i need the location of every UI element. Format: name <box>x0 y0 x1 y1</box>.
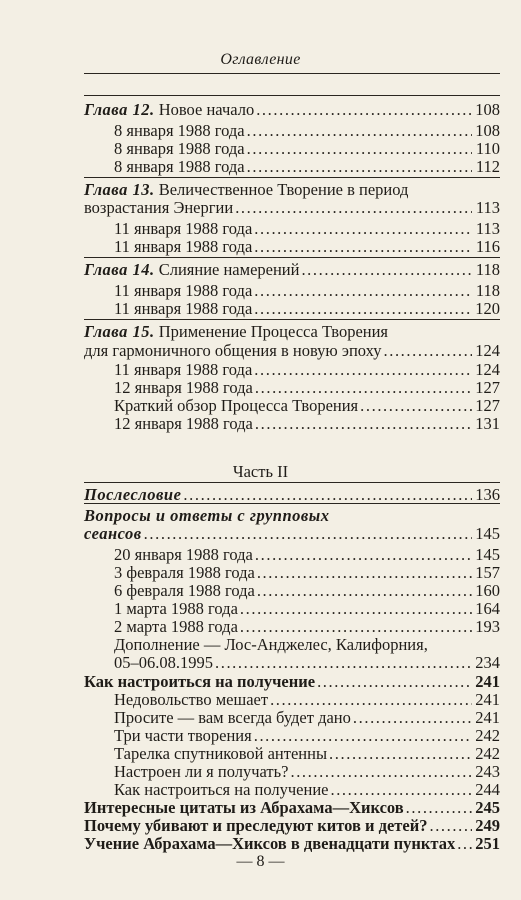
entry-page-number: 145 <box>475 524 500 543</box>
leader-dots <box>254 237 472 257</box>
entry-page-number: 245 <box>475 798 500 817</box>
entry-title: Почему убивают и преследуют китов и детей? <box>84 816 428 835</box>
entry-page-number: 157 <box>475 563 500 582</box>
leader-dots <box>254 360 472 380</box>
entry-title: 05–06.08.1995 <box>114 653 213 672</box>
entry-page-number: 241 <box>475 708 500 727</box>
leader-dots <box>360 396 472 416</box>
leader-dots <box>317 672 472 692</box>
entry-title: Слияние намерений <box>158 260 300 279</box>
entry-page-number: 131 <box>475 414 500 433</box>
leader-dots <box>247 139 472 159</box>
toc-header-title: Оглавление <box>220 51 301 68</box>
leader-dots <box>329 744 472 764</box>
leader-dots <box>301 260 472 280</box>
entry-page-number: 234 <box>475 653 500 672</box>
entry-page-number: 242 <box>475 726 500 745</box>
entry-page-number: 110 <box>475 139 500 158</box>
toc-entry <box>0 299 521 319</box>
entry-page-number: 127 <box>475 396 500 415</box>
entry-page-number: 249 <box>475 816 500 835</box>
toc-entry <box>0 834 521 854</box>
entry-page-number: 243 <box>475 762 500 781</box>
leader-dots <box>255 545 472 565</box>
leader-dots <box>270 690 472 710</box>
toc-entry <box>0 726 521 746</box>
entry-title: Три части творения <box>114 726 252 745</box>
page-number: — 8 — <box>236 853 285 870</box>
leader-dots <box>235 198 472 218</box>
entry-title: Настроен ли я получать? <box>114 762 289 781</box>
toc-entry <box>0 396 521 416</box>
entry-title: 6 февраля 1988 года <box>114 581 255 600</box>
leader-dots <box>247 157 472 177</box>
toc-entry <box>0 563 521 583</box>
toc-entry <box>0 485 521 505</box>
toc-entry <box>0 281 521 301</box>
toc-entry <box>0 121 521 141</box>
entry-title: 12 января 1988 года <box>114 378 253 397</box>
toc-entry <box>0 260 521 280</box>
entry-title: Как настроиться на получение <box>114 780 329 799</box>
leader-dots <box>257 581 472 601</box>
leader-dots <box>330 780 472 800</box>
toc-entry <box>0 780 521 800</box>
toc-entry <box>0 100 521 120</box>
leader-dots <box>183 485 472 505</box>
entry-page-number: 112 <box>475 157 500 176</box>
leader-dots <box>290 762 472 782</box>
entry-page-number: 241 <box>475 690 500 709</box>
entry-title: 20 января 1988 года <box>114 545 253 564</box>
toc-entry <box>0 672 521 692</box>
leader-dots <box>406 798 472 818</box>
entry-title: Учение Абрахама—Хиксов в двенадцати пунктах <box>84 834 456 853</box>
entry-page-number: 164 <box>475 599 500 618</box>
toc-entry <box>0 690 521 710</box>
entry-title: 11 января 1988 года <box>114 219 253 238</box>
entry-title: 12 января 1988 года <box>114 414 253 433</box>
entry-title: Просите — вам всегда будет дано <box>114 708 351 727</box>
leader-dots <box>457 834 472 854</box>
toc-entry <box>0 816 521 836</box>
toc-entry <box>0 378 521 398</box>
entry-title: Краткий обзор Процесса Творения <box>114 396 359 415</box>
toc-entry <box>0 762 521 782</box>
section-rule <box>84 482 500 483</box>
toc-entry <box>0 617 521 637</box>
entry-title: 11 января 1988 года <box>114 237 253 256</box>
toc-entry <box>0 545 521 565</box>
leader-dots <box>240 599 472 619</box>
leader-dots <box>144 524 472 544</box>
entry-title: 11 января 1988 года <box>114 299 253 318</box>
entry-page-number: 127 <box>475 378 500 397</box>
toc-entry <box>0 524 521 544</box>
leader-dots <box>255 414 472 434</box>
entry-title: Недовольство мешает <box>114 690 269 709</box>
chapter-label: Глава 13. <box>84 180 155 199</box>
entry-page-number: 145 <box>475 545 500 564</box>
entry-page-number: 118 <box>475 281 500 300</box>
leader-dots <box>247 121 472 141</box>
toc-entry <box>0 237 521 257</box>
entry-page-number: 113 <box>475 219 500 238</box>
section-rule <box>84 95 500 96</box>
entry-title: 1 марта 1988 года <box>114 599 238 618</box>
entry-page-number: 251 <box>475 834 500 853</box>
leader-dots <box>240 617 472 637</box>
entry-title: для гармоничного общения в новую эпоху <box>84 341 382 360</box>
toc-entry <box>0 157 521 177</box>
leader-dots <box>254 281 472 301</box>
entry-title: Интересные цитаты из Абрахама—Хиксов <box>84 798 404 817</box>
entry-title: 3 февраля 1988 года <box>114 563 255 582</box>
header-rule <box>84 73 500 74</box>
part-title: Часть II <box>232 462 289 481</box>
entry-page-number: 124 <box>475 360 500 379</box>
toc-entry <box>0 139 521 159</box>
entry-title: Величественное Творение в период <box>158 180 409 199</box>
chapter-label: Глава 12. <box>84 100 155 119</box>
leader-dots <box>257 563 472 583</box>
entry-title: Применение Процесса Творения <box>158 322 389 341</box>
toc-entry <box>0 744 521 764</box>
toc-entry <box>0 322 521 342</box>
toc-entry <box>0 635 521 655</box>
section-rule <box>84 257 500 258</box>
leader-dots <box>384 341 473 361</box>
leader-dots <box>254 219 472 239</box>
entry-title: 8 января 1988 года <box>114 157 245 176</box>
leader-dots <box>429 816 472 836</box>
chapter-label: Глава 15. <box>84 322 155 341</box>
entry-title: возрастания Энергии <box>84 198 234 217</box>
entry-title: Дополнение — Лос-Анджелес, Калифорния, <box>114 635 428 654</box>
leader-dots <box>256 100 472 120</box>
chapter-label: Глава 14. <box>84 260 155 279</box>
toc-entry <box>0 599 521 619</box>
entry-title: Новое начало <box>158 100 255 119</box>
section-label: сеансов <box>84 524 142 543</box>
entry-page-number: 113 <box>475 198 500 217</box>
entry-title: 2 марта 1988 года <box>114 617 238 636</box>
leader-dots <box>255 378 472 398</box>
toc-entry <box>0 708 521 728</box>
toc-entry <box>0 653 521 673</box>
entry-title: 11 января 1988 года <box>114 360 253 379</box>
section-label: Послесловие <box>84 485 182 504</box>
entry-page-number: 124 <box>475 341 500 360</box>
leader-dots <box>254 299 472 319</box>
toc-entry <box>0 360 521 380</box>
entry-page-number: 108 <box>475 100 500 119</box>
leader-dots <box>215 653 472 673</box>
entry-title: 8 января 1988 года <box>114 139 245 158</box>
entry-page-number: 116 <box>475 237 500 256</box>
toc-entry <box>0 341 521 361</box>
section-rule <box>84 177 500 178</box>
entry-title: Как настроиться на получение <box>84 672 316 691</box>
section-rule <box>84 319 500 320</box>
entry-page-number: 193 <box>475 617 500 636</box>
entry-page-number: 160 <box>475 581 500 600</box>
toc-entry <box>0 414 521 434</box>
entry-page-number: 241 <box>475 672 500 691</box>
toc-entry <box>0 180 521 200</box>
entry-title: 11 января 1988 года <box>114 281 253 300</box>
entry-page-number: 136 <box>475 485 500 504</box>
toc-entry <box>0 198 521 218</box>
entry-title: 8 января 1988 года <box>114 121 245 140</box>
section-label: Вопросы и ответы с групповых <box>84 506 330 525</box>
toc-entry <box>0 219 521 239</box>
entry-page-number: 242 <box>475 744 500 763</box>
entry-title: Тарелка спутниковой антенны <box>114 744 328 763</box>
entry-page-number: 118 <box>475 260 500 279</box>
entry-page-number: 120 <box>475 299 500 318</box>
entry-page-number: 108 <box>475 121 500 140</box>
leader-dots <box>353 708 472 728</box>
toc-entry <box>0 798 521 818</box>
leader-dots <box>254 726 472 746</box>
toc-entry <box>0 506 521 526</box>
toc-entry <box>0 581 521 601</box>
entry-page-number: 244 <box>475 780 500 799</box>
